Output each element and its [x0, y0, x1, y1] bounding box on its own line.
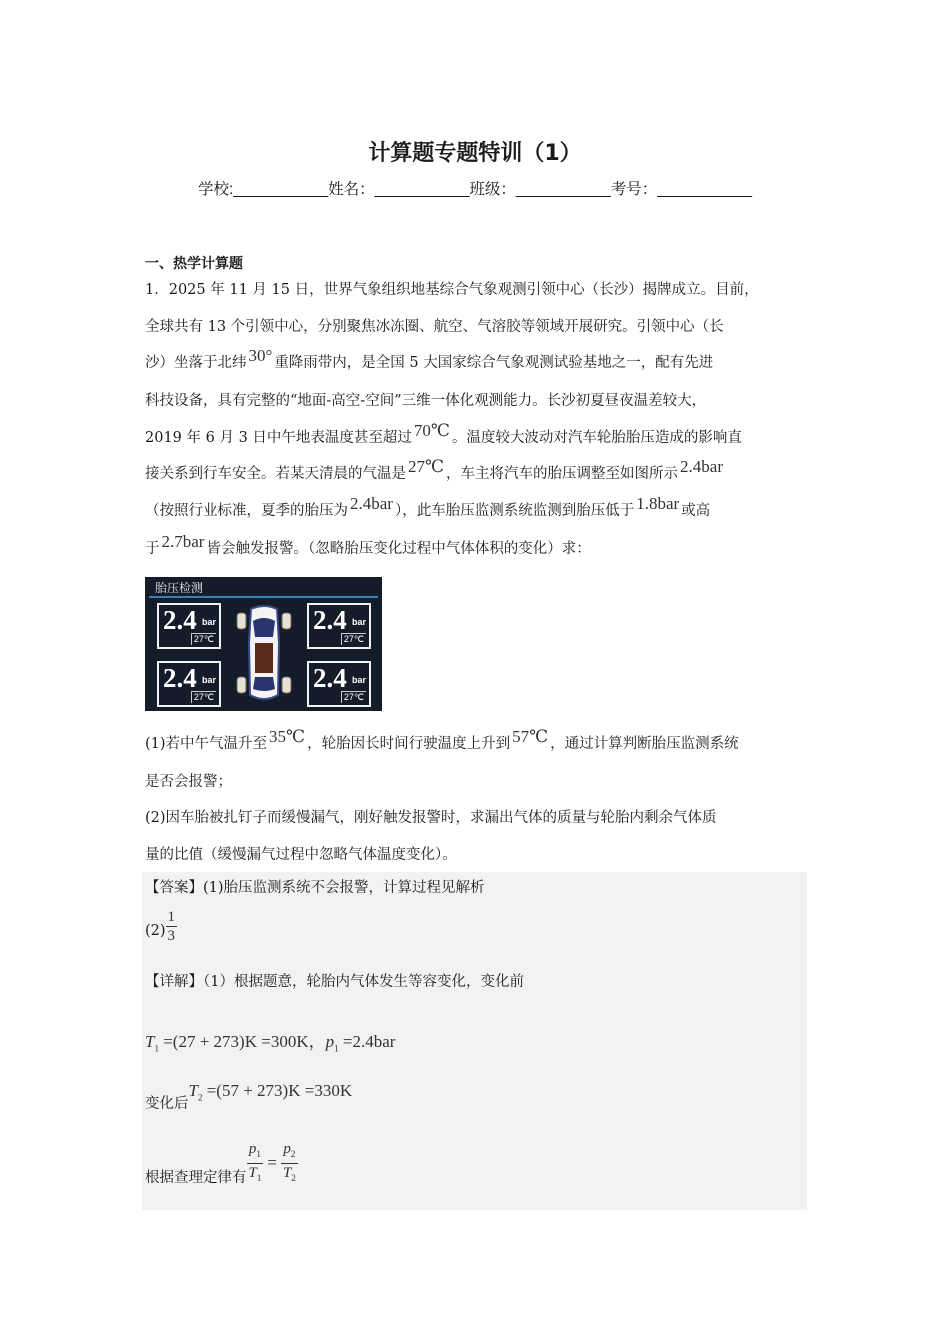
problem-line: 沙）坐落于北纬 30° 重降雨带内，是全国 5 大国家综合气象观测试验基地之一，配有先进: [145, 346, 714, 371]
tire-pressure-value: 2.4: [163, 605, 197, 635]
header-divider: [149, 596, 378, 598]
equation-final-state: 变化后$T_2 =(57 + 273)K =330K$: [145, 1081, 353, 1112]
math-quantity: 2.4bar: [350, 494, 393, 513]
tire-temperature: 27℃: [341, 633, 366, 645]
problem-line: 2019 年 6 月 3 日中午地表温度甚至超过 70℃ 。温度较大波动对汽车轮胎胎压造成的影响直: [145, 421, 742, 446]
tire-pressure-unit: bar: [201, 675, 216, 685]
page-title: 计算题专题特训（1）: [368, 141, 582, 166]
detail-heading: 【详解】（1）根据题意，轮胎内气体发生等容变化，变化前: [145, 974, 524, 990]
math-quantity: 35℃: [269, 727, 306, 746]
problem-line: （按照行业标准，夏季的胎压为 2.4bar ），此车胎压监测系统监测到胎压低于 1.8bar 或高: [145, 494, 711, 519]
tire-front-left: [157, 603, 221, 649]
tire-pressure-figure: [145, 577, 382, 711]
math-quantity: 27℃: [408, 457, 445, 476]
question-line: 是否会报警；: [145, 774, 232, 790]
tire-rear-left: [157, 661, 221, 707]
math-quantity: 1.8bar: [636, 494, 680, 513]
equation-initial-state: $T_1 =(27 + 273)K =300K$，$p_1 =2.4bar$: [145, 1032, 396, 1054]
charles-law-equation: 根据查理定律有 $\frac{p_1}{T_1}$ = $\frac{p_2}{T_2}$: [145, 1141, 296, 1186]
answer-line: 【答案】(1)胎压监测系统不会报警，计算过程见解析: [145, 880, 485, 896]
math-quantity: 57℃: [512, 727, 549, 746]
tire-pressure-value: 2.4: [313, 663, 347, 693]
question-line: (2)因车胎被扎钉子而缓慢漏气，刚好触发报警时，求漏出气体的质量与轮胎内剩余气体质: [145, 810, 717, 826]
problem-line: 科技设备，具有完整的“地面-高空-空间”三维一体化观测能力。长沙初夏昼夜温差较大，: [145, 393, 707, 409]
tire-pressure-unit: bar: [351, 675, 366, 685]
problem-line: 于 2.7bar 皆会触发报警。（忽略胎压变化过程中气体体积的变化）求：: [145, 532, 591, 557]
tire-temperature: 27℃: [341, 691, 366, 703]
student-info-line: 学校:___________姓名：___________班级：___________考号：___________: [197, 181, 753, 198]
problem-line: 1．2025 年 11 月 15 日，世界气象组织地基综合气象观测引领中心（长沙）揭牌成立。目前，: [145, 282, 759, 298]
section-heading: 一、热学计算题: [145, 256, 243, 272]
law-fraction-left: $\frac{p_1}{T_1}$: [248, 1141, 262, 1183]
answer-fraction: $\frac{1}{3}$: [167, 909, 176, 944]
tire-pressure-value: 2.4: [163, 663, 197, 693]
math-quantity: 30°: [248, 346, 273, 365]
figure-header: 胎压检测: [155, 581, 204, 595]
tire-pressure-unit: bar: [351, 617, 366, 627]
math-quantity: 2.4bar: [680, 457, 723, 476]
problem-line: 接关系到行车安全。若某天清晨的气温是 27℃ ，车主将汽车的胎压调整至如图所示 2.4bar: [145, 457, 723, 482]
tire-temperature: 27℃: [191, 633, 216, 645]
question-line: 量的比值（缓慢漏气过程中忽略气体温度变化）。: [145, 847, 457, 863]
law-fraction-right: $\frac{p_2}{T_2}$: [282, 1141, 296, 1183]
problem-line: 全球共有 13 个引领中心，分别聚焦冰冻圈、航空、气溶胶等领域开展研究。引领中心（长: [145, 319, 724, 335]
math-quantity: 70℃: [413, 421, 450, 440]
tire-rear-right: [307, 661, 371, 707]
tire-front-right: [307, 603, 371, 649]
tire-pressure-value: 2.4: [313, 605, 347, 635]
question-line: (1)若中午气温升至 35℃ ，轮胎因长时间行驶温度上升到 57℃ ，通过计算判断胎压监测系统: [145, 727, 739, 752]
tire-temperature: 27℃: [191, 691, 216, 703]
answer-part2: (2) $\frac{1}{3}$: [145, 909, 176, 944]
math-quantity: 2.7bar: [161, 532, 205, 551]
car-top-view-icon: [233, 603, 295, 707]
tire-pressure-unit: bar: [201, 617, 216, 627]
